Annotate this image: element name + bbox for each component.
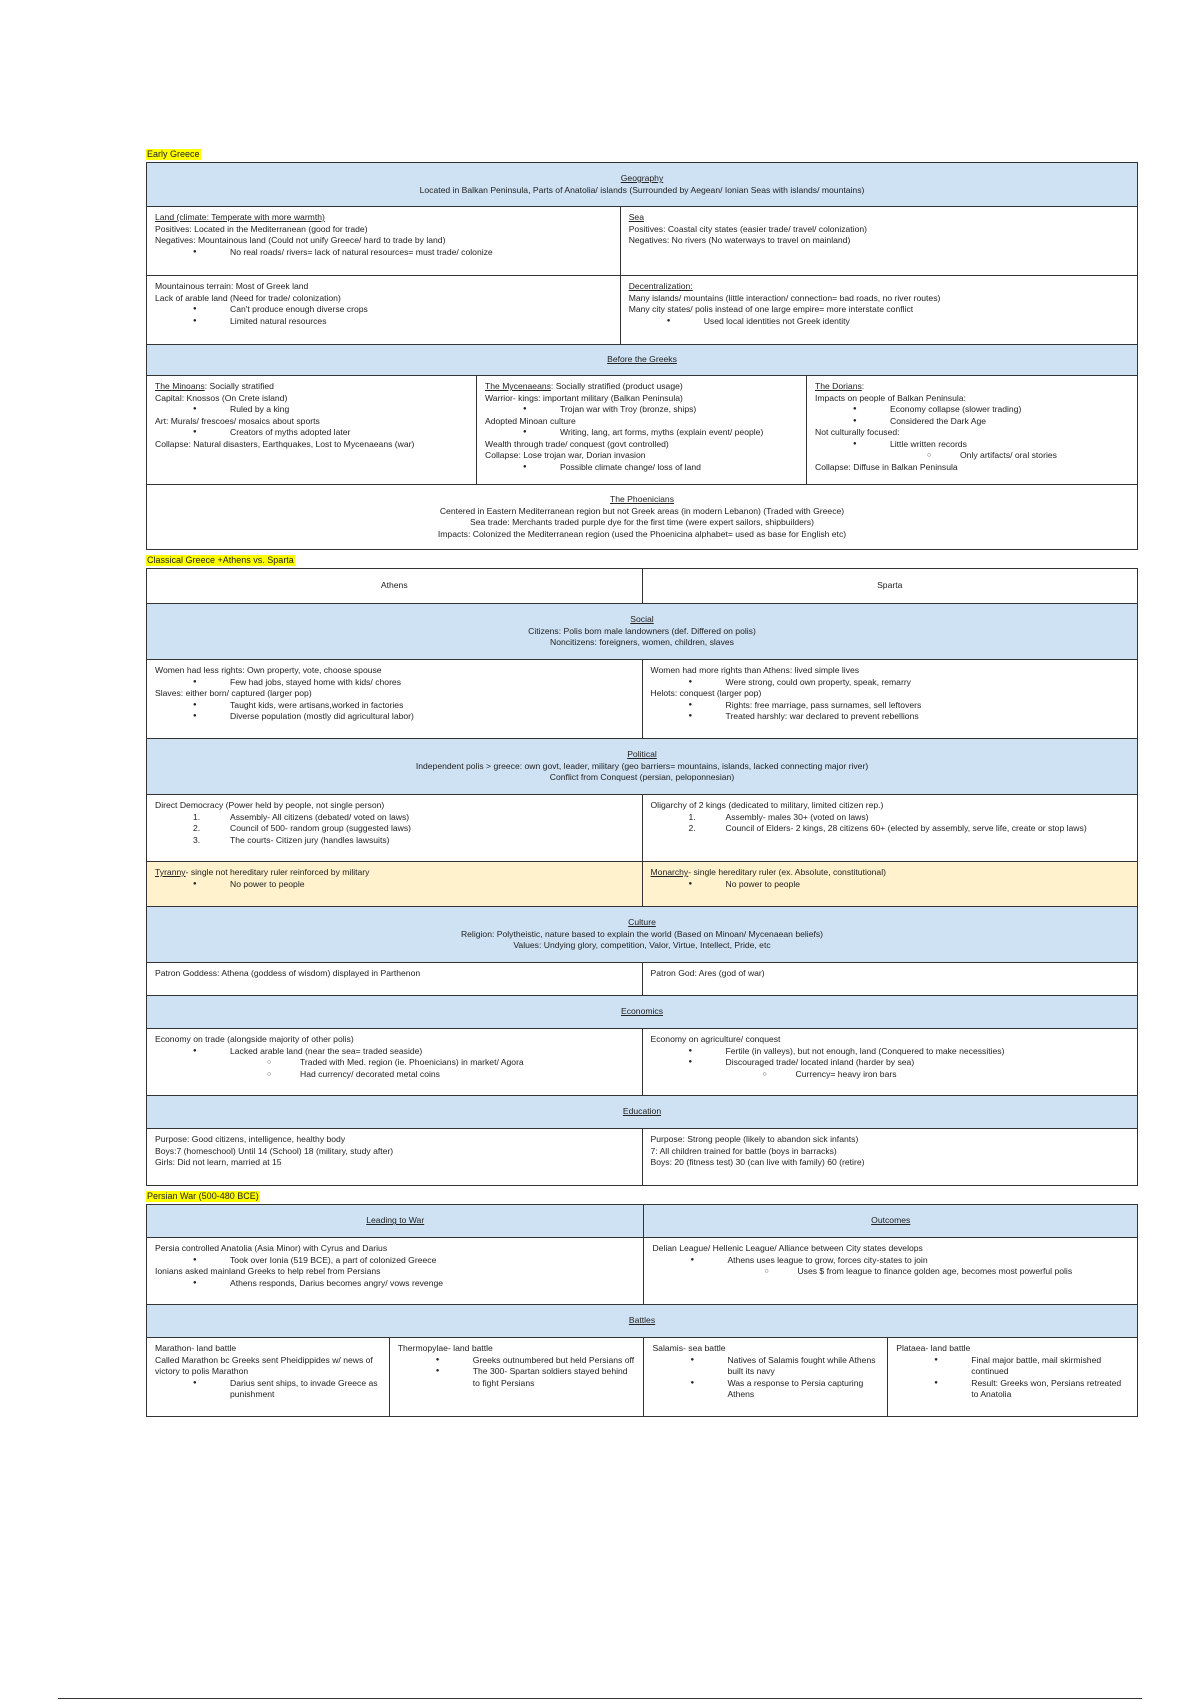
outcomes-line: Delian League/ Hellenic League/ Alliance between City states develops [652,1243,923,1253]
dorians-bullet: ● Considered the Dark Age [815,416,1129,428]
sparta-economics-line: Economy on agriculture/ conquest [650,1034,781,1044]
social-header [147,604,1138,660]
leading-to-war-cell [147,1238,644,1305]
sea-line: Negatives: No rivers (No waterways to travel on mainland) [628,235,851,245]
economics-header [147,996,1138,1029]
minoans-cell [147,376,477,485]
sparta-column-header: Sparta [642,569,1138,604]
athens-social-line: Slaves: either born/ captured (larger pop) [155,688,312,698]
mycenaeans-line: Warrior- kings: important military (Balkan Peninsula) [485,392,683,403]
sea-line: Positives: Coastal city states (easier trade/ travel/ colonization) [628,223,868,234]
athens-education-line: Boys:7 (homeschool) Until 14 (School) 18 (military, study after) [155,1145,394,1156]
sparta-political-cell: Oligarchy of 2 kings (dedicated to military, limited citizen rep.) 1. Assembly- males 30+ (voted on laws) 2. Council of Elders- 2 kings, 28 citizens 60+ (elected by assembly, serve life, create or stop laws) [642,795,1138,862]
minoans-bullet: ● Creators of myths adopted later [155,427,468,439]
outcomes-cell [644,1238,1138,1305]
athens-economics-sub-bullet: ○ Had currency/ decorated metal coins [155,1069,634,1081]
sparta-education-line: Boys: 20 (fitness test) 30 (can live with family) 60 (retire) [650,1157,865,1167]
geography-header [147,163,1138,207]
battles-title: Battles [628,1315,656,1326]
phoenicians-heading: The Phoenicians [609,494,675,504]
sparta-education-cell [642,1129,1138,1186]
sparta-economics-bullet: ● Discouraged trade/ located inland (harder by sea) [651,1057,1130,1069]
athens-social-line: Women had less rights: Own property, vote, choose spouse [155,665,382,675]
sea-cell [620,207,1137,276]
sparta-political-item: Council of Elders- 2 kings, 28 citizens 60+ (elected by assembly, serve life, create or stop laws) [725,823,1087,833]
before-greeks-title: Before the Greeks [607,354,677,365]
economics-title: Economics [620,1006,664,1017]
tyranny-definition: - single not hereditary ruler reinforced by military [185,867,370,877]
sparta-social-bullet: ● Rights: free marriage, pass surnames, sell leftovers [651,700,1130,712]
minoans-bullet: ● Ruled by a king [155,404,468,416]
dorians-heading-rest: : [861,381,865,391]
land-bullet: ● No real roads/ rivers= lack of natural resources= must trade/ colonize [155,247,612,259]
mycenaeans-heading-rest: : Socially stratified (product usage) [550,381,683,391]
athens-political-item: Assembly- All citizens (debated/ voted on laws) [230,811,410,822]
notes-page [146,144,1138,1417]
marathon-bullet: ● Darius sent ships, to invade Greece as punishment [155,1378,381,1401]
athens-political-item: Council of 500- random group (suggested laws) [230,823,412,833]
outcomes-title: Outcomes [871,1215,911,1226]
marathon-line: Called Marathon bc Greeks sent Pheidippides w/ news of victory to polis Marathon [155,1354,373,1376]
section-label-early-greece: Early Greece [147,149,200,159]
land-line: Negatives: Mountainous land (Could not unify Greece/ hard to trade by land) [155,235,446,245]
sparta-economics-sub-bullet: ○ Currency= heavy iron bars [651,1069,1130,1081]
salamis-bullet: ● Natives of Salamis fought while Athens built its navy [652,1355,879,1378]
monarchy-bullet: ● No power to people [651,879,1130,891]
plataea-bullet: ● Final major battle, mail skirmished continued [896,1355,1129,1378]
culture-header [147,907,1138,963]
leading-bullet: ● Took over Ionia (519 BCE), a part of colonized Greece [155,1255,635,1267]
athens-political-item: The courts- Citizen jury (handles lawsuits) [230,834,390,845]
salamis-bullet: ● Was a response to Persia capturing Athens [652,1378,879,1401]
political-header [147,739,1138,795]
education-title: Education [622,1106,662,1117]
dorians-bullet: ● Little written records [815,439,1129,451]
terrain-bullet: ● Can't produce enough diverse crops [155,304,612,316]
political-line: Independent polis > greece: own govt, leader, military (geo barriers= mountains, islands, lacked connecting major river) [415,760,869,771]
dorians-heading: The Dorians [814,381,862,391]
culture-title: Culture [628,917,656,928]
mycenaeans-line: Adopted Minoan culture [485,415,576,426]
sparta-social-bullet: ● Were strong, could own property, speak, remarry [651,677,1130,689]
education-header [147,1096,1138,1129]
dorians-bullet: ● Economy collapse (slower trading) [815,404,1129,416]
athens-economics-sub-bullet: ○ Traded with Med. region (ie. Phoenicians) in market/ Agora [155,1057,634,1069]
marathon-cell [147,1338,390,1417]
plataea-cell [888,1338,1138,1417]
sparta-economics-bullet: ● Fertile (in valleys), but not enough, land (Conquered to make necessities) [651,1046,1130,1058]
decentralization-line: Many city states/ polis instead of one large empire= more interstate conflict [628,304,914,314]
social-line: Noncitizens: foreigners, women, children, slaves [550,637,734,648]
dorians-cell [806,376,1137,485]
terrain-line: Mountainous terrain: Most of Greek land [155,281,309,291]
athens-culture-cell: Patron Goddess: Athena (goddess of wisdom) displayed in Parthenon [147,963,643,996]
sparta-social-bullet: ● Treated harshly: war declared to prevent rebellions [651,711,1130,723]
page-bottom-rule [58,1698,1142,1699]
salamis-line: Salamis- sea battle [652,1343,726,1353]
decentralization-cell [620,276,1137,345]
land-line: Positives: Located in the Mediterranean (good for trade) [155,223,368,234]
terrain-line: Lack of arable land (Need for trade/ colonization) [155,292,341,303]
geography-title: Geography [620,173,664,183]
leading-to-war-title: Leading to War [366,1215,425,1226]
outcomes-header [644,1205,1138,1238]
sea-heading: Sea [628,212,644,222]
dorians-line: Not culturally focused: [814,427,900,437]
culture-line: Religion: Polytheistic, nature based to explain the world (Based on Minoan/ Mycenaean beliefs) [460,928,824,939]
sparta-social-line: Women had more rights than Athens: lived simple lives [650,665,860,675]
minoans-heading-rest: : Socially stratified [204,381,274,391]
sparta-culture-cell: Patron God: Ares (god of war) [642,963,1138,996]
thermopylae-line: Thermopylae- land battle [397,1343,493,1353]
dorians-sub-bullet: ○ Only artifacts/ oral stories [815,450,1129,462]
thermopylae-cell [389,1338,644,1417]
section-label-classical-greece: Classical Greece +Athens vs. Sparta [147,555,294,565]
sparta-education-line: 7: All children trained for battle (boys in barracks) [650,1145,837,1156]
sparta-political-item: Assembly- males 30+ (voted on laws) [725,811,869,822]
mycenaeans-line: Wealth through trade/ conquest (govt controlled) [485,438,669,449]
dorians-line: Impacts on people of Balkan Peninsula: [814,392,966,403]
athens-economics-cell [147,1029,643,1096]
athens-social-cell [147,660,643,739]
minoans-line: Art: Murals/ frescoes/ mosaics about sports [155,415,320,426]
athens-column-header: Athens [147,569,643,604]
decentralization-bullet: ● Used local identities not Greek identity [629,316,1129,328]
leading-line: Ionians asked mainland Greeks to help rebel from Persians [155,1266,381,1276]
monarchy-definition: - single hereditary ruler (ex. Absolute, constitutional) [688,867,886,877]
athens-social-bullet: ● Diverse population (mostly did agricultural labor) [155,711,634,723]
monarchy-term: Monarchy [650,867,689,877]
phoenicians-line: Impacts: Colonized the Mediterranean region (used the Phoenicina alphabet= used as base for English etc) [437,528,847,539]
land-cell [147,207,621,276]
athens-vs-sparta-table [146,568,1138,1186]
land-heading: Land (climate: Temperate with more warmth) [155,212,325,222]
athens-economics-line: Economy on trade (alongside majority of other polis) [155,1034,354,1044]
terrain-cell [147,276,621,345]
athens-economics-bullet: ● Lacked arable land (near the sea= traded seaside) [155,1046,634,1058]
political-title: Political [627,749,657,760]
athens-political-line: Direct Democracy (Power held by people, not single person) [155,800,385,810]
persian-war-table [146,1204,1138,1417]
tyranny-term: Tyranny [155,867,186,877]
athens-tyranny-cell [147,862,643,907]
athens-education-cell [147,1129,643,1186]
leading-line: Persia controlled Anatolia (Asia Minor) with Cyrus and Darius [155,1243,388,1253]
decentralization-line: Many islands/ mountains (little interaction/ connection= bad roads, no river routes) [628,292,941,303]
mycenaeans-bullet: ● Trojan war with Troy (bronze, ships) [485,404,798,416]
tyranny-bullet: ● No power to people [155,879,634,891]
before-greeks-header [147,345,1138,376]
minoans-line: Capital: Knossos (On Crete island) [155,392,288,403]
minoans-line: Collapse: Natural disasters, Earthquakes, Lost to Mycenaeans (war) [155,438,415,449]
mycenaeans-heading: The Mycenaeans [485,381,551,391]
plataea-bullet: ● Result: Greeks won, Persians retreated to Anatolia [896,1378,1129,1401]
athens-social-bullet: ● Taught kids, were artisans,worked in factories [155,700,634,712]
mycenaeans-bullet: ● Writing, lang, art forms, myths (explain event/ people) [485,427,798,439]
salamis-cell [644,1338,888,1417]
sparta-monarchy-cell [642,862,1138,907]
outcomes-sub-bullet: ○ Uses $ from league to finance golden age, becomes most powerful polis [652,1266,1129,1278]
mycenaeans-bullet: ● Possible climate change/ loss of land [485,462,798,474]
social-line: Citizens: Polis born male landowners (def. Differed on polis) [528,625,756,636]
plataea-line: Plataea- land battle [896,1343,971,1353]
mycenaeans-line: Collapse: Lose trojan war, Dorian invasion [485,450,646,460]
terrain-bullet: ● Limited natural resources [155,316,612,328]
outcomes-bullet: ● Athens uses league to grow, forces city-states to join [652,1255,1129,1267]
athens-education-line: Girls: Did not learn, married at 15 [155,1157,282,1167]
thermopylae-bullet: ● The 300- Spartan soldiers stayed behind to fight Persians [398,1366,636,1389]
battles-header [147,1305,1138,1338]
social-title: Social [630,614,654,625]
phoenicians-line: Centered in Eastern Mediterranean region but not Greek areas (in modern Lebanon) (Traded with Greece) [439,505,845,516]
leading-bullet: ● Athens responds, Darius becomes angry/ vows revenge [155,1278,635,1290]
sparta-economics-cell [642,1029,1138,1096]
leading-to-war-header [147,1205,644,1238]
geography-text: Located in Balkan Peninsula, Parts of Anatolia/ islands (Surrounded by Aegean/ Ionian Seas with islands/ mountains) [419,184,865,195]
sparta-political-line: Oligarchy of 2 kings (dedicated to military, limited citizen rep.) [650,800,884,810]
early-greece-table [146,162,1138,550]
mycenaeans-cell [477,376,807,485]
culture-line: Values: Undying glory, competition, Valor, Virtue, Intellect, Pride, etc [513,940,771,951]
phoenicians-cell [147,485,1138,550]
decentralization-heading: Decentralization: [628,281,693,291]
athens-political-cell: Direct Democracy (Power held by people, not single person) 1. Assembly- All citizens (debated/ voted on laws) 2. Council of 500- random group (suggested laws) 3. The courts- Citizen jury (handles lawsuits) [147,795,643,862]
section-label-persian-war: Persian War (500-480 BCE) [147,1191,259,1201]
minoans-heading: The Minoans [155,381,205,391]
thermopylae-bullet: ● Greeks outnumbered but held Persians off [398,1355,636,1367]
sparta-social-line: Helots: conquest (larger pop) [650,688,762,698]
sparta-social-cell [642,660,1138,739]
athens-social-bullet: ● Few had jobs, stayed home with kids/ chores [155,677,634,689]
political-line: Conflict from Conquest (persian, peloponnesian) [549,772,735,783]
marathon-line: Marathon- land battle [155,1343,237,1353]
dorians-line: Collapse: Diffuse in Balkan Peninsula [814,461,958,472]
phoenicians-line: Sea trade: Merchants traded purple dye for the first time (were expert sailors, shipbuilders) [470,517,814,527]
sparta-education-line: Purpose: Strong people (likely to abandon sick infants) [650,1134,859,1144]
athens-education-line: Purpose: Good citizens, intelligence, healthy body [155,1134,346,1144]
